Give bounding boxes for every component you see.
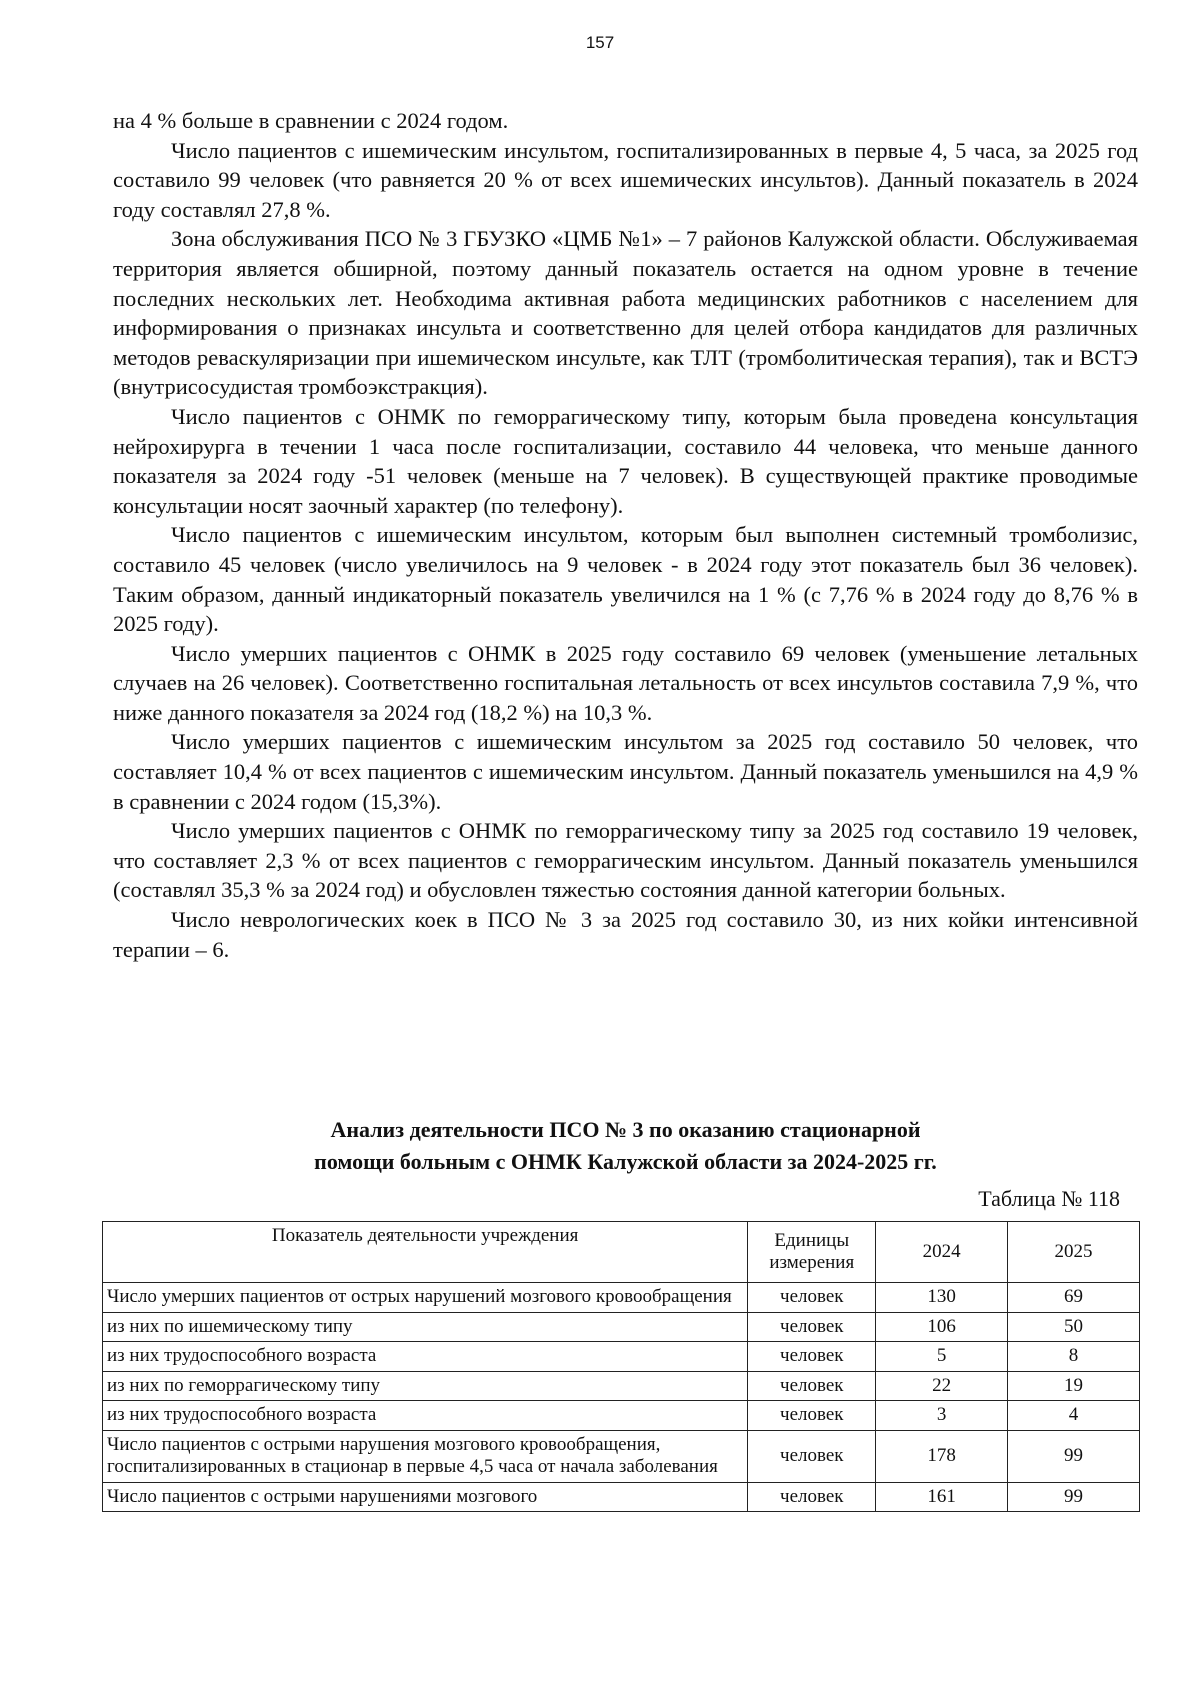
cell-indicator: из них по ишемическому типу (103, 1312, 748, 1342)
cell-indicator: из них трудоспособного возраста (103, 1342, 748, 1372)
table-header-row (103, 1222, 1140, 1283)
header-year-2025: 2025 (1008, 1222, 1140, 1283)
cell-indicator: Число пациентов с острыми нарушениями мозгового (103, 1482, 748, 1512)
cell-2025: 4 (1008, 1401, 1140, 1431)
cell-units: человек (748, 1401, 876, 1431)
cell-units: человек (748, 1430, 876, 1482)
cell-2024: 22 (876, 1371, 1008, 1401)
cell-units: человек (748, 1283, 876, 1313)
paragraph: Число пациентов с ОНМК по геморрагическому типу, которым была проведена консультация нейрохирурга в течении 1 часа после госпитализации, составило 44 человека, что меньше данного показателя за 2024 году -51 человек (меньше на 7 человек). В существующей практике проводимые консультации носят заочный характер (по телефону). (113, 403, 1138, 518)
cell-2025: 8 (1008, 1342, 1140, 1372)
paragraph: Число пациентов с ишемическим инсультом, госпитализированных в первые 4, 5 часа, за 2025 год составило 99 человек (что равняется 20 % от всех ишемических инсультов). Данный показатель в 2024 году составлял 27,8 %. (113, 137, 1138, 222)
cell-indicator: Число пациентов с острыми нарушения мозгового кровообращения, госпитализированных в стационар в первые 4,5 часа от начала заболевания (103, 1430, 748, 1482)
paragraph: Число неврологических коек в ПСО № 3 за 2025 год составило 30, из них койки интенсивной терапии – 6. (113, 907, 1138, 962)
cell-2024: 106 (876, 1312, 1008, 1342)
paragraph: Число умерших пациентов с ОНМК по геморрагическому типу за 2025 год составило 19 человек, что составляет 2,3 % от всех пациентов с геморрагическим инсультом. Данный показатель уменьшился (составлял 35,3 % за 2024 год) и обусловлен тяжестью состояния данной категории больных. (113, 818, 1138, 903)
cell-units: человек (748, 1371, 876, 1401)
table-row (103, 1312, 1140, 1342)
cell-2025: 19 (1008, 1371, 1140, 1401)
cell-indicator: из них трудоспособного возраста (103, 1401, 748, 1431)
paragraph: Число умерших пациентов с ОНМК в 2025 году составило 69 человек (уменьшение летальных случаев на 26 человек). Соответственно госпитальная летальность от всех инсультов составила 7,9 %, что ниже данного показателя за 2024 год (18,2 %) на 10,3 %. (113, 640, 1138, 725)
cell-indicator: из них по геморрагическому типу (103, 1371, 748, 1401)
table-row (103, 1342, 1140, 1372)
cell-2025: 99 (1008, 1482, 1140, 1512)
table-row (103, 1430, 1140, 1482)
cell-2024: 5 (876, 1342, 1008, 1372)
table-row (103, 1371, 1140, 1401)
cell-units: человек (748, 1342, 876, 1372)
paragraph: на 4 % больше в сравнении с 2024 годом. (113, 108, 509, 133)
cell-2025: 50 (1008, 1312, 1140, 1342)
cell-2024: 3 (876, 1401, 1008, 1431)
header-indicator: Показатель деятельности учреждения (103, 1222, 748, 1283)
cell-2024: 130 (876, 1283, 1008, 1313)
cell-2024: 178 (876, 1430, 1008, 1482)
paragraph: Число пациентов с ишемическим инсультом, которым был выполнен системный тромболизис, составило 45 человек (число увеличилось на 9 человек - в 2024 году этот показатель был 36 человек). Таким образом, данный индикаторный показатель увеличился на 1 % (с 7,76 % в 2024 году до 8,76 % в 2025 году). (113, 522, 1138, 637)
table-heading (113, 1114, 1138, 1178)
cell-2025: 99 (1008, 1430, 1140, 1482)
header-year-2024: 2024 (876, 1222, 1008, 1283)
body-text (113, 106, 1138, 964)
cell-2024: 161 (876, 1482, 1008, 1512)
table-heading-line: Анализ деятельности ПСО № 3 по оказанию стационарной (330, 1117, 921, 1142)
paragraph: Число умерших пациентов с ишемическим инсультом за 2025 год составило 50 человек, что составляет 10,4 % от всех пациентов с ишемическим инсультом. Данный показатель уменьшился на 4,9 % в сравнении с 2024 годом (15,3%). (113, 729, 1138, 814)
cell-2025: 69 (1008, 1283, 1140, 1313)
cell-units: человек (748, 1482, 876, 1512)
cell-units: человек (748, 1312, 876, 1342)
table-row (103, 1482, 1140, 1512)
table-row (103, 1401, 1140, 1431)
table-number: Таблица № 118 (978, 1186, 1120, 1211)
statistics-table (102, 1221, 1140, 1512)
cell-indicator: Число умерших пациентов от острых нарушений мозгового кровообращения (103, 1283, 748, 1313)
table-heading-line: помощи больным с ОНМК Калужской области за 2024-2025 гг. (314, 1149, 937, 1174)
header-units: Единицы измерения (748, 1222, 876, 1283)
paragraph: Зона обслуживания ПСО № 3 ГБУЗКО «ЦМБ №1» – 7 районов Калужской области. Обслуживаемая территория является обширной, поэтому данный показатель остается на одном уровне в течение последних нескольких лет. Необходима активная работа медицинских работников с населением для информирования о признаках инсульта и соответственно для целей отбора кандидатов для различных методов реваскуляризации при ишемическом инсульте, как ТЛТ (тромболитическая терапия), так и ВСТЭ (внутрисосудистая тромбоэкстракция). (113, 226, 1138, 400)
page-number: 157 (585, 33, 615, 52)
table-row (103, 1283, 1140, 1313)
